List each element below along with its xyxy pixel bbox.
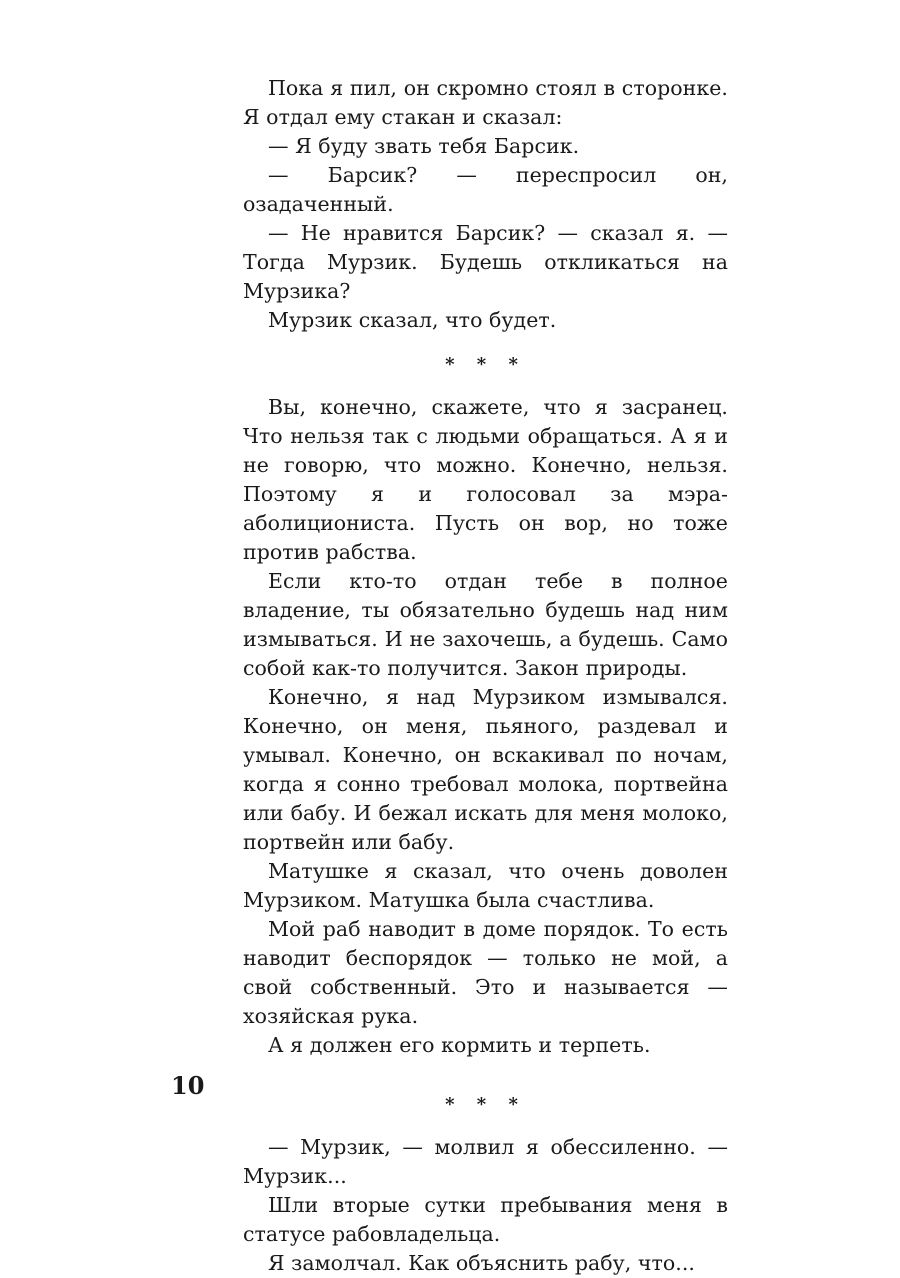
paragraph: Мурзик сказал, что будет. <box>268 308 557 332</box>
paragraph: Я замолчал. Как объяснить рабу, что... <box>268 1251 695 1275</box>
section-3 <box>243 1133 728 1278</box>
paragraph: Мой раб наводит в доме порядок. То есть наводит беспорядок — только не мой, а свой собственный. Это и называется — хозяйская рука. <box>243 917 728 1028</box>
section-1 <box>243 74 728 335</box>
paragraph: Если кто-то отдан тебе в полное владение, ты обязательно будешь над ним измываться. И не захочешь, а будешь. Само собой как-то получится. Закон природы. <box>243 569 728 680</box>
paragraph: Шли вторые сутки пребывания меня в статусе рабовладельца. <box>243 1193 728 1246</box>
paragraph: — Мурзик, — молвил я обессиленно. — Мурзик... <box>243 1135 728 1188</box>
paragraph: А я должен его кормить и терпеть. <box>268 1033 651 1057</box>
section-separator: * * * <box>445 354 526 375</box>
section-separator: * * * <box>445 1094 526 1115</box>
paragraph: Конечно, я над Мурзиком измывался. Конечно, он меня, пьяного, раздевал и умывал. Конечно, он вскакивал по ночам, когда я сонно требовал молока, портвейна или бабу. И бежал искать для меня молоко, портвейн или бабу. <box>243 685 728 854</box>
paragraph: — Не нравится Барсик? — сказал я. — Тогда Мурзик. Будешь откликаться на Мурзика? <box>243 221 728 303</box>
page-number: 10 <box>171 1071 205 1100</box>
paragraph: Пока я пил, он скромно стоял в сторонке. Я отдал ему стакан и сказал: <box>243 76 728 129</box>
section-2 <box>243 393 728 1060</box>
paragraph: Матушке я сказал, что очень доволен Мурзиком. Матушка была счастлива. <box>243 859 728 912</box>
paragraph: — Барсик? — переспросил он, озадаченный. <box>243 163 728 216</box>
paragraph: Вы, конечно, скажете, что я засранец. Что нельзя так с людьми обращаться. А я и не говорю, что можно. Конечно, нельзя. Поэтому я и голосовал за мэра-аболициониста. Пусть он вор, но тоже против рабства. <box>243 395 728 564</box>
paragraph: — Я буду звать тебя Барсик. <box>268 134 580 158</box>
page-text <box>243 74 728 1278</box>
